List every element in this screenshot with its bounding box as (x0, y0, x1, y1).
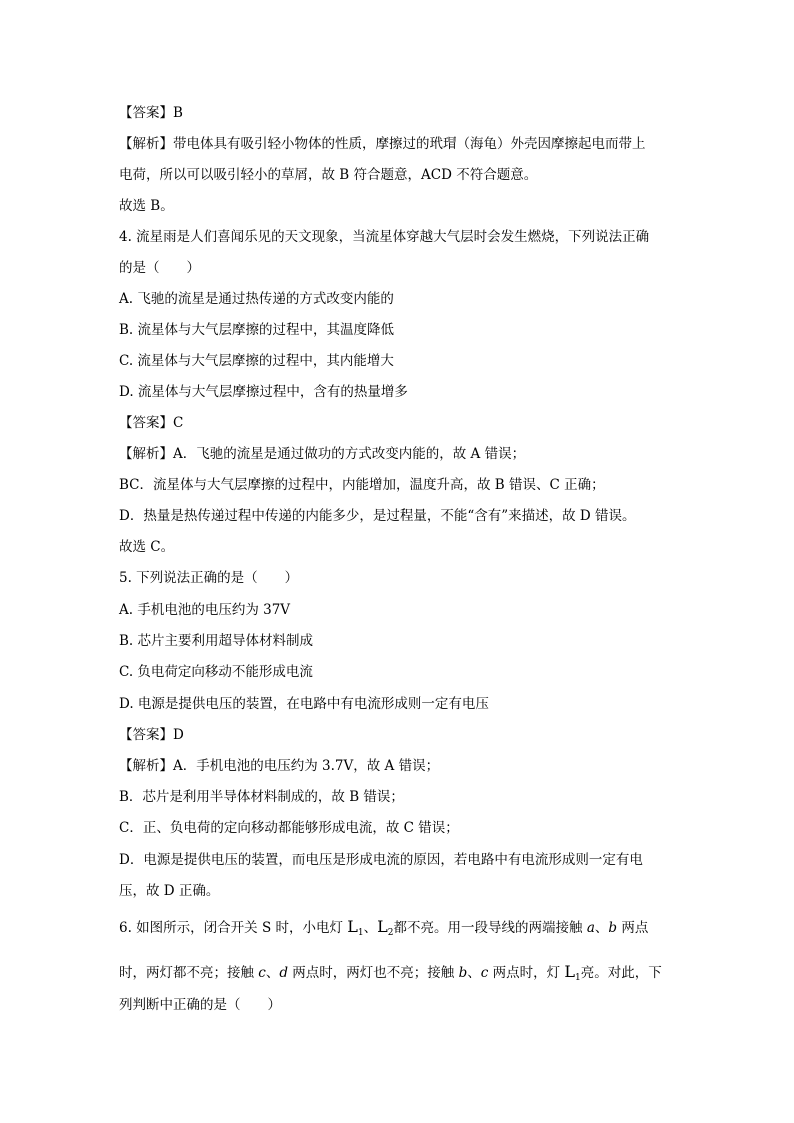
q6-text: 两点时，两灯也不亮；接触 (288, 965, 459, 981)
q3-analysis-line-2: 电荷，所以可以吸引轻小的草屑，故 B 符合题意，ACD 不符合题意。 (119, 167, 538, 183)
q5-option-a: A. 手机电池的电压约为 37V (119, 602, 291, 618)
q3-answer: 【答案】B (119, 105, 183, 121)
q4-stem-line-2: 的是（ ） (119, 260, 200, 276)
point-label: c (480, 965, 489, 981)
point-label: b (608, 920, 618, 936)
lamp-subscript: 2 (387, 928, 394, 938)
lamp-symbol: L (564, 962, 576, 981)
q6-stem-line-3: 列判断中正确的是（ ） (119, 997, 281, 1013)
q4-analysis-d: D．热量是热传递过程中传递的内能多少，是过程量，不能“含有”来描述，故 D 错误。 (119, 508, 636, 524)
point-label: b (458, 965, 468, 981)
q5-answer: 【答案】D (119, 727, 184, 743)
q3-analysis-line-1: 【解析】带电体具有吸引轻小物体的性质，摩擦过的玳瑁（海龟）外壳因摩擦起电而带上 (119, 136, 646, 152)
q4-analysis-bc: BC．流星体与大气层摩擦的过程中，内能增加，温度升高，故 B 错误、C 正确； (119, 477, 605, 493)
q4-option-b: B. 流星体与大气层摩擦的过程中，其温度降低 (119, 322, 395, 338)
q6-text: 、 (467, 965, 481, 981)
q6-text: 、 (594, 920, 609, 936)
q5-analysis-a: 【解析】A．手机电池的电压约为 3.7V，故 A 错误； (119, 758, 440, 774)
q6-text: 两点 (617, 920, 649, 936)
point-label: c (258, 965, 266, 981)
q4-option-c: C. 流星体与大气层摩擦的过程中，其内能增大 (119, 353, 394, 369)
q5-option-c: C. 负电荷定向移动不能形成电流 (119, 664, 313, 680)
q6-text: 6. 如图所示，闭合开关 S 时，小电灯 (119, 920, 348, 936)
q4-option-d: D. 流星体与大气层摩擦过程中，含有的热量增多 (119, 384, 408, 400)
q3-conclusion: 故选 B。 (119, 198, 174, 214)
q6-text: 时，两灯都不亮；接触 (119, 965, 259, 981)
q6-text: 、 (363, 920, 378, 936)
q6-stem-line-2 (119, 962, 662, 988)
lamp-subscript: 1 (575, 973, 581, 983)
q5-analysis-d-line-2: 压，故 D 正确。 (119, 883, 220, 899)
q6-text: 都不亮。用一段导线的两端接触 (393, 920, 587, 936)
q6-text: 、 (265, 965, 280, 981)
q6-text: 两点时，灯 (488, 965, 565, 981)
q6-text: 亮。对此，下 (580, 965, 662, 981)
lamp-subscript: 1 (357, 928, 364, 938)
q4-analysis-a: 【解析】A．飞驰的流星是通过做功的方式改变内能的，故 A 错误； (119, 446, 526, 462)
q4-answer: 【答案】C (119, 415, 184, 431)
point-label: d (279, 965, 289, 981)
point-label: a (586, 920, 595, 936)
q5-option-b: B. 芯片主要利用超导体材料制成 (119, 633, 314, 649)
q5-stem: 5. 下列说法正确的是（ ） (119, 570, 299, 586)
q5-option-d: D. 电源是提供电压的装置，在电路中有电流形成则一定有电压 (119, 696, 489, 712)
q5-analysis-c: C．正、负电荷的定向移动都能够形成电流，故 C 错误； (119, 820, 459, 836)
q6-stem-line-1 (119, 917, 648, 943)
q4-option-a: A. 飞驰的流星是通过热传递的方式改变内能的 (119, 291, 394, 307)
q5-analysis-b: B．芯片是利用半导体材料制成的，故 B 错误； (119, 789, 404, 805)
q4-conclusion: 故选 C。 (119, 539, 175, 555)
q5-analysis-d-line-1: D．电源是提供电压的装置，而电压是形成电流的原因，若电路中有电流形成则一定有电 (119, 852, 643, 868)
q4-stem-line-1: 4. 流星雨是人们喜闻乐见的天文现象，当流星体穿越大气层时会发生燃烧，下列说法正确 (119, 229, 650, 245)
lamp-symbol: L (347, 917, 358, 936)
lamp-symbol: L (377, 917, 388, 936)
